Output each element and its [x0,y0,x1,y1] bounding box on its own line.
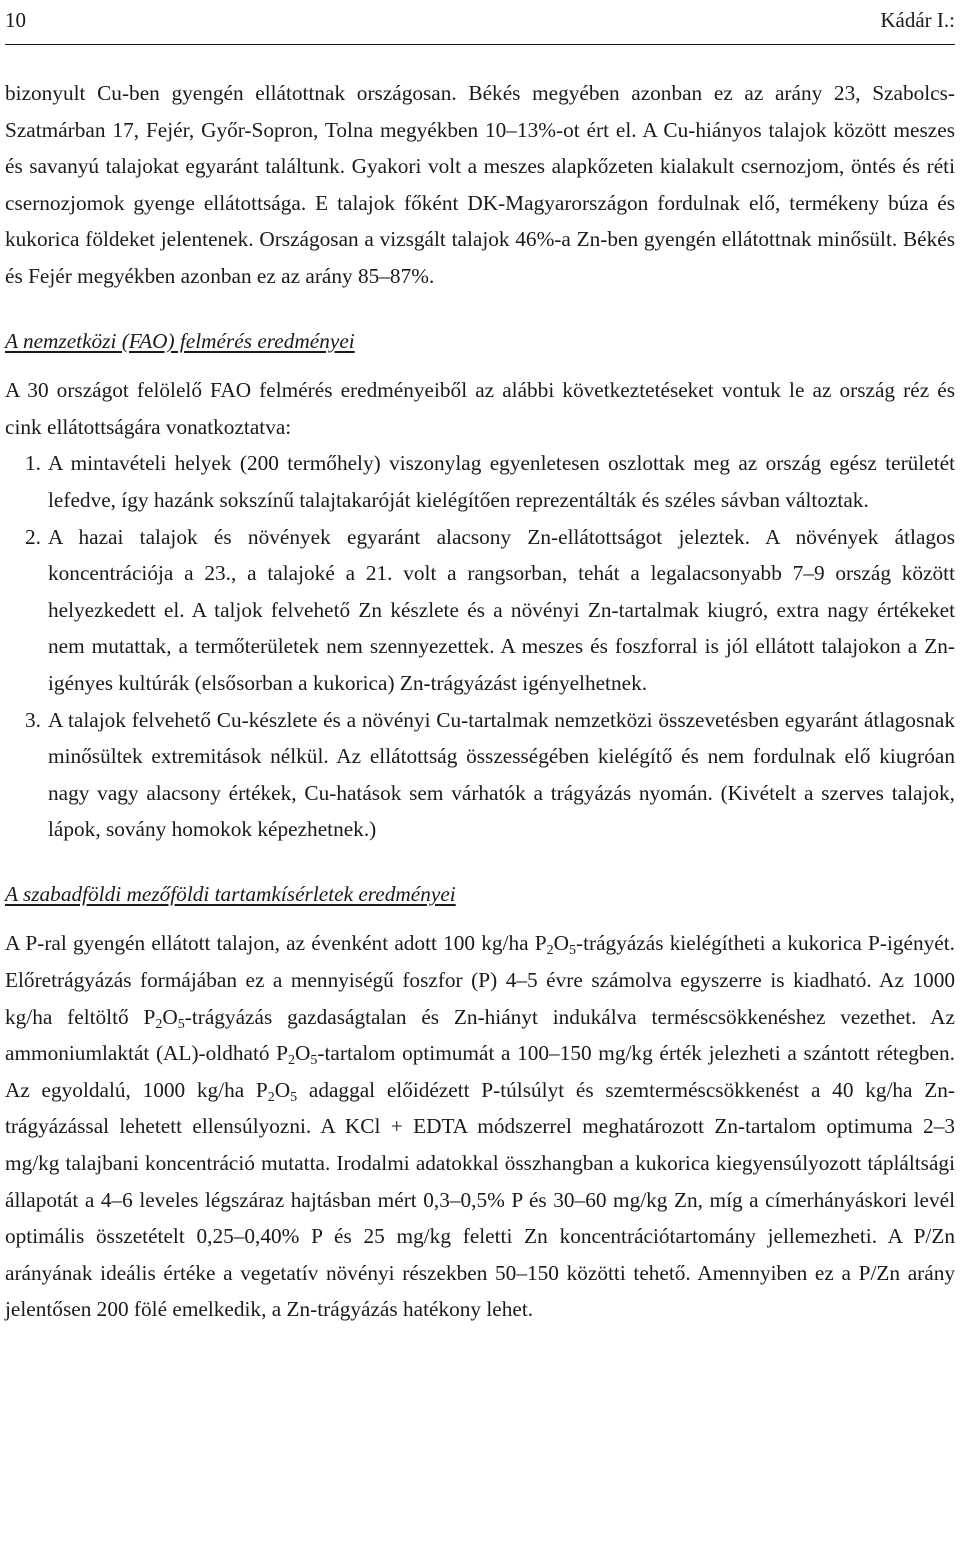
subscript: 5 [290,1089,298,1105]
list-item-number: 1. [25,451,41,476]
list-item [5,519,955,702]
paragraph-text: -tartalom optimumát a 100–150 mg/kg érték jelezheti a szántott rétegben. Az egyoldalú, 1000 kg/ha P [5,1041,955,1102]
list-item [5,702,955,848]
field-experiments-paragraph [5,925,955,1328]
running-head: Kádár I.: [880,8,955,32]
subscript: 2 [155,1016,163,1032]
list-item-text: A talajok felvehető Cu-készlete és a növényi Cu-tartalmak nemzetközi összevetésben egyaránt átlagosnak minősültek extremitások nélkül. Az ellátottság összességében kielégítő és nem fordulnak elő kiugróan nagy vagy alacsony értékek, Cu-hatások sem várhatók a trágyázás nyomán. (Kivételt a szerves talajok, lápok, sovány homokok képezhetnek.) [48,707,955,842]
intro-paragraph: bizonyult Cu-ben gyengén ellátottnak országosan. Békés megyében azonban ez az arány 23, Szabolcs-Szatmárban 17, Fejér, Győr-Sopron, Tolna megyékben 10–13%-ot ért el. A Cu-hiányos talajok között meszes és savanyú talajokat egyaránt találtunk. Gyakori volt a meszes alapkőzeten kialakult csernozjom, öntés és réti csernozjomok gyenge ellátottsága. E talajok főként DK-Magyarországon fordulnak elő, termékeny búza és kukorica földeket jelentenek. Országosan a vizsgált talajok 46%-a Zn-ben gyengén ellátottnak minősült. Békés és Fejér megyékben azonban ez az arány 85–87%. [5,81,955,288]
paragraph-text: adaggal előidézett P-túlsúlyt és szemterméscsökkenést a 40 kg/ha Zn-trágyázással lehetett ellensúlyozni. A KCl + EDTA módszerrel meghatározott Zn-tartalom optimuma 2–3 mg/kg talajbani koncentráció mutatta. Irodalmi adatokkal összhangban a kukorica kiegyensúlyozott tápláltsági állapotát a 4–6 leveles légszáraz hajtásban mért 0,3–0,5% P és 30–60 mg/kg Zn, míg a címerhányáskori levél optimális összetételt 0,25–0,40% P és 25 mg/kg feletti Zn koncentrációtartomány jellemezheti. A P/Zn arányának ideális értéke a vegetatív növényi részekben 50–150 közötti tehető. Amennyiben ez a P/Zn arány jelentősen 200 fölé emelkedik, a Zn-trágyázás hatékony lehet. [5,1077,955,1322]
fao-conclusions-list [5,445,955,848]
list-item-number: 3. [25,707,41,732]
subscript: 2 [267,1089,275,1105]
page-header [5,0,955,45]
paragraph-text: -trágyázás gazdaságtalan és Zn-hiányt indukálva terméscsökkenéshez vezethet. Az ammoniumlaktát (AL)-oldható P [5,1004,955,1066]
oxygen-symbol: O [553,931,569,956]
section-heading-fao: A nemzetközi (FAO) felmérés eredményei [5,328,355,353]
section-heading-field-experiments: A szabadföldi mezőföldi tartamkísérletek eredményei [5,881,456,906]
subscript: 2 [546,943,554,959]
page-body [5,75,955,1328]
subscript: 5 [310,1053,318,1069]
list-item [5,445,955,518]
list-item-text: A mintavételi helyek (200 termőhely) viszonylag egyenletesen oszlottak meg az ország egész területét lefedve, így hazánk sokszínű talajtakaróját kielégítően reprezentálták és széles sávban változtak. [48,451,955,512]
page-number: 10 [5,8,26,32]
oxygen-symbol: O [162,1004,178,1029]
paragraph-text: -trágyázás kielégítheti a kukorica P-igényét. Előretrágyázás formájában ez a mennyiségű foszfor (P) 4–5 évre számolva egyszerre is kiadható. Az 1000 kg/ha feltöltő P [5,931,955,1029]
list-item-text: A hazai talajok és növények egyaránt alacsony Zn-ellátottságot jeleztek. A növények átlagos koncentrációja a 23., a talajoké a 21. volt a rangsorban, tehát a legalacsonyabb 7–9 ország között helyezkedett el. A taljok felvehető Zn készlete és a növényi Zn-tartalmak kiugró, extra nagy értékeket nem mutattak, a termőterületek nem szennyezettek. A meszes és foszforral is jól ellátott talajokon a Zn-igényes kultúrák (elsősorban a kukorica) Zn-trágyázást igényelhetnek. [48,524,955,695]
subscript: 5 [569,943,576,959]
fao-intro-paragraph: A 30 országot felölelő FAO felmérés eredményeiből az alábbi következtetéseket vontuk le az ország réz és cink ellátottságára vonatkoztatva: [5,378,955,439]
list-item-number: 2. [25,524,41,549]
subscript: 2 [288,1053,295,1069]
oxygen-symbol: O [274,1077,291,1102]
subscript: 5 [177,1016,185,1032]
paragraph-text: A P-ral gyengén ellátott talajon, az évenként adott 100 kg/ha P [5,931,547,956]
document-page [5,0,955,1328]
oxygen-symbol: O [295,1041,311,1066]
